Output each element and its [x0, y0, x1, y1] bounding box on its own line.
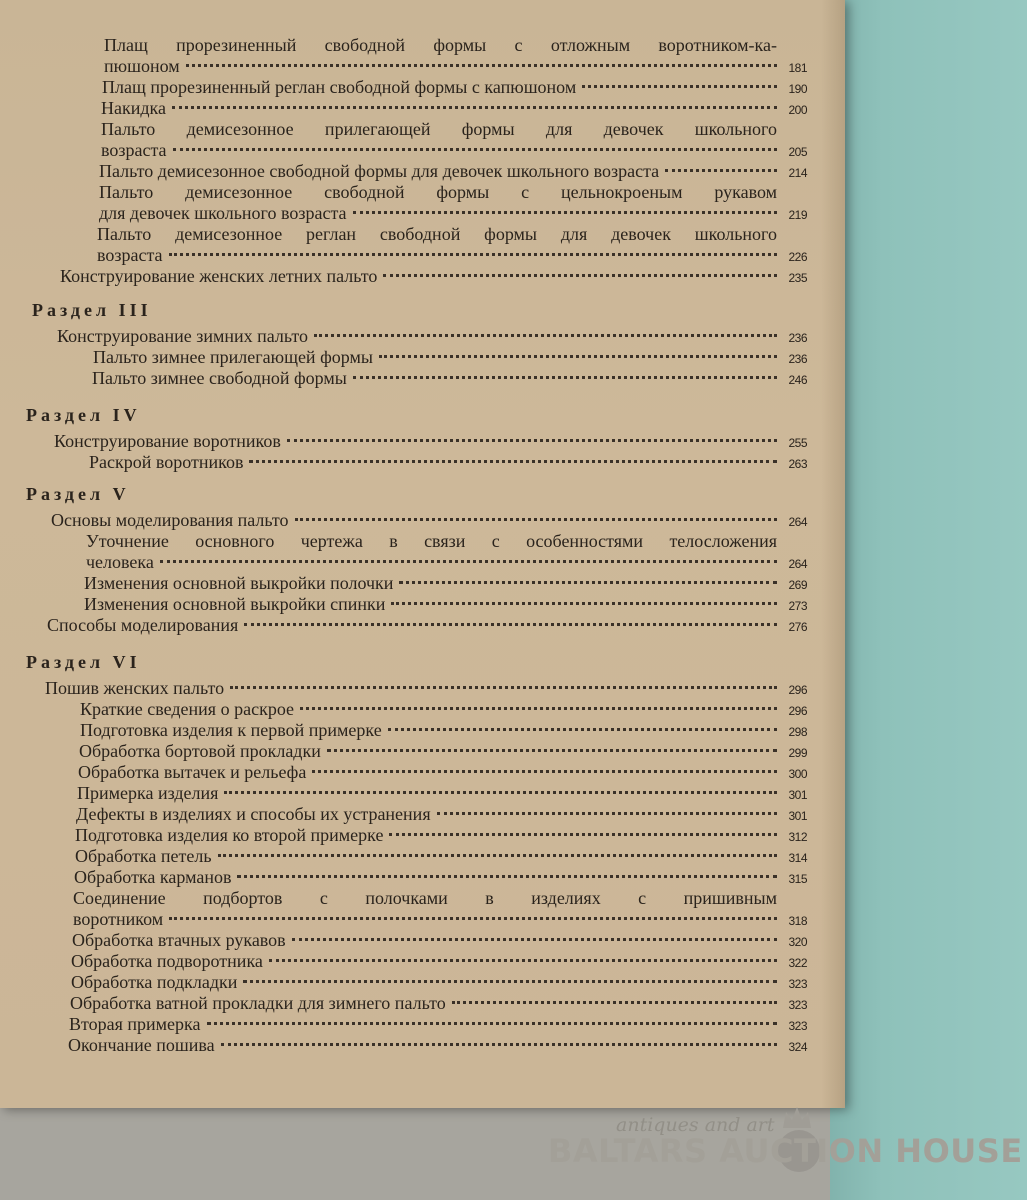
page-number: 300 — [788, 767, 807, 781]
dot-leader — [292, 938, 777, 941]
toc-entry — [102, 77, 807, 98]
toc-entry-title: Уточнение основного чертежа в связи с особенностями телосложения — [86, 531, 777, 551]
toc-entry-title: Пальто демисезонное свободной формы с цельнокроеным рукавом — [99, 182, 777, 202]
toc-entry — [78, 762, 807, 783]
toc-entry — [68, 1035, 807, 1056]
toc-entry — [99, 182, 807, 224]
toc-entry — [47, 615, 807, 636]
page-number: 320 — [788, 935, 807, 949]
toc-entry — [99, 161, 807, 182]
dot-leader — [353, 376, 777, 379]
toc-entry-title: Пошив женских пальто — [45, 678, 225, 698]
section-heading: Раздел III — [32, 300, 152, 320]
toc-entry-title: Конструирование женских летних пальто — [60, 266, 378, 286]
page-number: 181 — [788, 61, 807, 75]
page-number: 299 — [788, 746, 807, 760]
toc-entry-title: Пальто зимнее свободной формы — [92, 368, 347, 388]
dot-leader — [172, 106, 777, 109]
page-number: 190 — [788, 82, 807, 96]
page-number: 236 — [788, 352, 807, 366]
toc-entry-title: Соединение подбортов с полочками в изделиях с пришивным — [73, 888, 777, 908]
page-number: 298 — [788, 725, 807, 739]
toc-entry — [75, 846, 807, 867]
dot-leader — [389, 833, 777, 836]
dot-leader — [244, 623, 777, 626]
toc-entry — [79, 741, 807, 762]
toc-entry — [45, 678, 807, 699]
toc-entry — [51, 510, 807, 531]
toc-entry — [72, 930, 807, 951]
toc-entry-title: Основы моделирования пальто — [51, 510, 289, 530]
page-number: 276 — [788, 620, 807, 634]
toc-entry-title: Обработка петель — [75, 846, 212, 866]
dot-leader — [230, 686, 777, 689]
page-number: 269 — [788, 578, 807, 592]
toc-entry-title: Обработка ватной прокладки для зимнего пальто — [70, 993, 446, 1013]
page-number: 323 — [788, 1019, 807, 1033]
toc-entry-title: Плащ прорезиненный реглан свободной формы с капюшоном — [102, 77, 577, 97]
toc-entry — [101, 98, 807, 119]
dot-leader — [312, 770, 777, 773]
toc-entry — [93, 347, 807, 368]
dot-leader — [173, 148, 777, 151]
toc-entry — [70, 993, 807, 1014]
toc-entry-title: Обработка бортовой прокладки — [79, 741, 321, 761]
dot-leader — [379, 355, 777, 358]
dot-leader — [221, 1043, 777, 1046]
watermark-subtitle: antiques and art — [616, 1114, 775, 1136]
toc-entry — [54, 431, 807, 452]
toc-entry — [74, 867, 807, 888]
toc-entry-title: человека — [86, 552, 154, 572]
toc-entry-title: Дефекты в изделиях и способы их устранения — [76, 804, 431, 824]
dot-leader — [300, 707, 777, 710]
section-heading: Раздел VI — [26, 652, 141, 672]
dot-leader — [186, 64, 777, 67]
toc-entry — [86, 531, 807, 573]
toc-entry-title: возраста — [97, 245, 163, 265]
page-number: 323 — [788, 977, 807, 991]
dot-leader — [243, 980, 777, 983]
toc-entry — [71, 972, 807, 993]
dot-leader — [383, 274, 777, 277]
watermark — [548, 1102, 1023, 1182]
toc-entry-title: Обработка подворотника — [71, 951, 263, 971]
toc-entry-title: Окончание пошива — [68, 1035, 215, 1055]
toc-entry-title: Конструирование воротников — [54, 431, 281, 451]
toc-entry-title: Обработка подкладки — [71, 972, 238, 992]
page-number: 301 — [788, 809, 807, 823]
dot-leader — [169, 253, 777, 256]
page-number: 315 — [788, 872, 807, 886]
toc-entry-title: Способы моделирования — [47, 615, 239, 635]
toc-entry-title: Обработка вытачек и рельефа — [78, 762, 307, 782]
watermark-title: BALTARS AUCTION HOUSE — [548, 1132, 1023, 1170]
dot-leader — [237, 875, 777, 878]
page-number: 255 — [788, 436, 807, 450]
dot-leader — [160, 560, 777, 563]
toc-entry — [89, 452, 807, 473]
toc-entry — [60, 266, 807, 287]
page-number: 273 — [788, 599, 807, 613]
toc-entry-title: Раскрой воротников — [89, 452, 244, 472]
page-number: 246 — [788, 373, 807, 387]
toc-entry-title: Примерка изделия — [77, 783, 219, 803]
toc-entry — [80, 699, 807, 720]
toc-entry-title: воротником — [73, 909, 164, 929]
toc-entry-title: Краткие сведения о раскрое — [80, 699, 295, 719]
dot-leader — [207, 1022, 777, 1025]
dot-leader — [287, 439, 777, 442]
toc-entry — [71, 951, 807, 972]
toc-entry-title: Подготовка изделия ко второй примерке — [75, 825, 384, 845]
toc-entry-title: пюшоном — [104, 56, 180, 76]
page-number: 322 — [788, 956, 807, 970]
page-number: 263 — [788, 457, 807, 471]
toc-entry-title: для девочек школьного возраста — [99, 203, 347, 223]
toc-entry-title: Плащ прорезиненный свободной формы с отложным воротником-ка- — [104, 35, 777, 55]
toc-entry — [69, 1014, 807, 1035]
page-number: 235 — [788, 271, 807, 285]
dot-leader — [437, 812, 777, 815]
toc-entry — [80, 720, 807, 741]
dot-leader — [314, 334, 777, 337]
toc-entry-title: Пальто демисезонное прилегающей формы для девочек школьного — [101, 119, 777, 139]
dot-leader — [391, 602, 777, 605]
toc-entry — [75, 825, 807, 846]
page-number: 214 — [788, 166, 807, 180]
page-number: 205 — [788, 145, 807, 159]
page-number: 296 — [788, 704, 807, 718]
toc-entry — [73, 888, 807, 930]
section-heading: Раздел IV — [26, 405, 141, 425]
toc-entry-title: Пальто зимнее прилегающей формы — [93, 347, 373, 367]
toc-entry-title: Обработка карманов — [74, 867, 232, 887]
page-number: 200 — [788, 103, 807, 117]
toc-entry — [84, 594, 807, 615]
toc-entry — [101, 119, 807, 161]
toc-entry — [57, 326, 807, 347]
toc-entry-title: Изменения основной выкройки спинки — [84, 594, 386, 614]
page-number: 318 — [788, 914, 807, 928]
dot-leader — [269, 959, 777, 962]
toc-entry-title: Пальто демисезонное свободной формы для девочек школьного возраста — [99, 161, 660, 181]
toc-entry-title: Конструирование зимних пальто — [57, 326, 309, 346]
toc-entry — [97, 224, 807, 266]
dot-leader — [169, 917, 777, 920]
page-number: 314 — [788, 851, 807, 865]
toc-entry-title: Подготовка изделия к первой примерке — [80, 720, 382, 740]
page-number: 296 — [788, 683, 807, 697]
toc-entry-title: Изменения основной выкройки полочки — [84, 573, 394, 593]
dot-leader — [452, 1001, 777, 1004]
dot-leader — [388, 728, 777, 731]
dot-leader — [218, 854, 777, 857]
toc-entry — [76, 804, 807, 825]
crown-icon — [780, 1104, 814, 1132]
page-number: 324 — [788, 1040, 807, 1054]
toc-entry-title: Накидка — [101, 98, 166, 118]
page-number: 264 — [788, 557, 807, 571]
page-number: 226 — [788, 250, 807, 264]
toc-entry-title: Обработка втачных рукавов — [72, 930, 286, 950]
dot-leader — [249, 460, 777, 463]
toc-entry — [84, 573, 807, 594]
page-number: 219 — [788, 208, 807, 222]
background-surface — [820, 0, 1027, 1200]
dot-leader — [353, 211, 777, 214]
toc-entry-title: Пальто демисезонное реглан свободной формы для девочек школьного — [97, 224, 777, 244]
toc-entry-title: возраста — [101, 140, 167, 160]
dot-leader — [399, 581, 777, 584]
page-number: 264 — [788, 515, 807, 529]
toc-entry-title: Вторая примерка — [69, 1014, 201, 1034]
toc-entry — [104, 35, 807, 77]
dot-leader — [295, 518, 777, 521]
dot-leader — [224, 791, 777, 794]
toc-entry — [92, 368, 807, 389]
page-number: 236 — [788, 331, 807, 345]
page-number: 323 — [788, 998, 807, 1012]
toc-entry — [77, 783, 807, 804]
section-heading: Раздел V — [26, 484, 130, 504]
dot-leader — [665, 169, 777, 172]
dot-leader — [327, 749, 777, 752]
dot-leader — [582, 85, 777, 88]
page-number: 312 — [788, 830, 807, 844]
page-number: 301 — [788, 788, 807, 802]
